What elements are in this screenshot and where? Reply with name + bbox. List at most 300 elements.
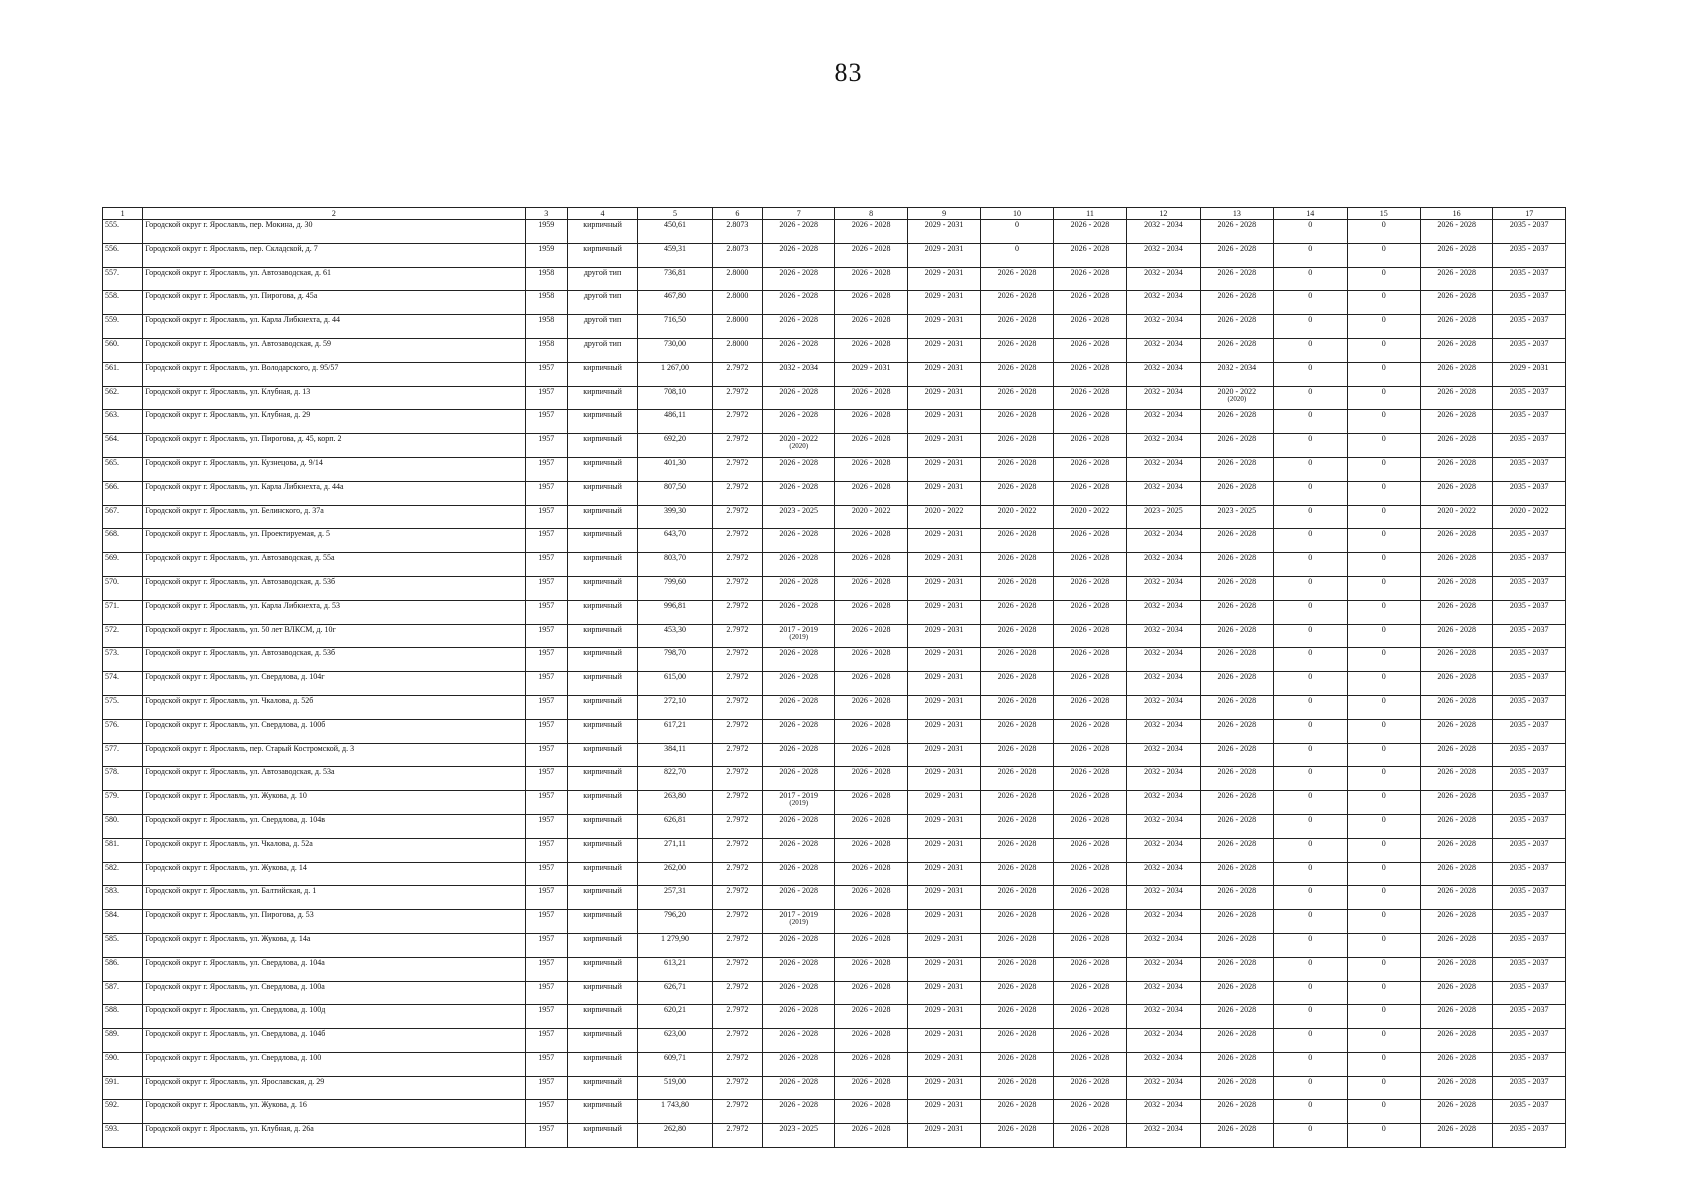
cell-col-11: 2026 - 2028 xyxy=(1053,648,1126,672)
row-number-cell: 576. xyxy=(103,719,143,743)
cell-col-12: 2032 - 2034 xyxy=(1127,743,1200,767)
coefficient-cell: 2.8000 xyxy=(712,315,762,339)
cell-col-16: 2026 - 2028 xyxy=(1420,553,1492,577)
cell-col-10: 2026 - 2028 xyxy=(981,767,1053,791)
cell-col-15: 0 xyxy=(1347,291,1420,315)
cell-col-10: 2026 - 2028 xyxy=(981,291,1053,315)
coefficient-cell: 2.7972 xyxy=(712,981,762,1005)
area-cell: 459,31 xyxy=(638,243,712,267)
cell-col-15: 0 xyxy=(1347,600,1420,624)
area-cell: 822,70 xyxy=(638,767,712,791)
cell-col-16: 2026 - 2028 xyxy=(1420,267,1492,291)
cell-col-15: 0 xyxy=(1347,457,1420,481)
year-cell: 1957 xyxy=(525,648,567,672)
table-row xyxy=(103,362,1566,386)
cell-col-11: 2026 - 2028 xyxy=(1053,814,1126,838)
cell-col-13: 2026 - 2028 xyxy=(1200,1100,1273,1124)
cell-col-7 xyxy=(763,434,835,458)
cell-col-17: 2035 - 2037 xyxy=(1493,1076,1566,1100)
cell-col-12: 2032 - 2034 xyxy=(1127,767,1200,791)
cell-col-12: 2032 - 2034 xyxy=(1127,600,1200,624)
cell-col-8: 2026 - 2028 xyxy=(835,672,907,696)
cell-col-11: 2026 - 2028 xyxy=(1053,362,1126,386)
cell-col-10: 0 xyxy=(981,243,1053,267)
year-cell: 1957 xyxy=(525,767,567,791)
cell-col-11: 2026 - 2028 xyxy=(1053,386,1126,410)
coefficient-cell: 2.7972 xyxy=(712,576,762,600)
cell-col-13: 2023 - 2025 xyxy=(1200,505,1273,529)
cell-col-15: 0 xyxy=(1347,1076,1420,1100)
cell-col-16: 2026 - 2028 xyxy=(1420,338,1492,362)
cell-col-16: 2026 - 2028 xyxy=(1420,695,1492,719)
cell-col-10: 2026 - 2028 xyxy=(981,1076,1053,1100)
cell-col-9: 2029 - 2031 xyxy=(907,267,980,291)
coefficient-cell: 2.8000 xyxy=(712,267,762,291)
cell-col-9: 2029 - 2031 xyxy=(907,1124,980,1148)
year-cell: 1957 xyxy=(525,1100,567,1124)
coefficient-cell: 2.7972 xyxy=(712,886,762,910)
table-row xyxy=(103,767,1566,791)
area-cell: 807,50 xyxy=(638,481,712,505)
cell-col-9: 2029 - 2031 xyxy=(907,481,980,505)
cell-col-14: 0 xyxy=(1274,767,1347,791)
cell-col-11: 2026 - 2028 xyxy=(1053,315,1126,339)
row-number-cell: 566. xyxy=(103,481,143,505)
cell-col-7: 2026 - 2028 xyxy=(763,243,835,267)
cell-col-8: 2026 - 2028 xyxy=(835,933,907,957)
cell-col-9: 2029 - 2031 xyxy=(907,457,980,481)
wall-material-cell: кирпичный xyxy=(567,648,637,672)
coefficient-cell: 2.7972 xyxy=(712,933,762,957)
table-row xyxy=(103,220,1566,244)
row-number-cell: 585. xyxy=(103,933,143,957)
cell-col-17: 2035 - 2037 xyxy=(1493,695,1566,719)
cell-col-11: 2026 - 2028 xyxy=(1053,719,1126,743)
area-cell: 615,00 xyxy=(638,672,712,696)
cell-col-9: 2029 - 2031 xyxy=(907,886,980,910)
cell-col-15: 0 xyxy=(1347,576,1420,600)
cell-col-9: 2029 - 2031 xyxy=(907,243,980,267)
cell-col-15: 0 xyxy=(1347,767,1420,791)
cell-col-12: 2032 - 2034 xyxy=(1127,814,1200,838)
cell-col-17: 2035 - 2037 xyxy=(1493,457,1566,481)
coefficient-cell: 2.7972 xyxy=(712,719,762,743)
row-number-cell: 586. xyxy=(103,957,143,981)
cell-col-14: 0 xyxy=(1274,553,1347,577)
table-row xyxy=(103,386,1566,410)
cell-col-15: 0 xyxy=(1347,220,1420,244)
table-row xyxy=(103,695,1566,719)
cell-col-12: 2032 - 2034 xyxy=(1127,362,1200,386)
period-main: 2017 - 2019 xyxy=(779,910,819,920)
year-cell: 1957 xyxy=(525,1005,567,1029)
row-number-cell: 564. xyxy=(103,434,143,458)
address-cell: Городской округ г. Ярославль, ул. Свердлова, д. 100б xyxy=(143,719,525,743)
cell-col-9: 2029 - 2031 xyxy=(907,386,980,410)
cell-col-13: 2032 - 2034 xyxy=(1200,362,1273,386)
address-cell: Городской округ г. Ярославль, ул. Клубная, д. 29 xyxy=(143,410,525,434)
cell-col-12: 2032 - 2034 xyxy=(1127,481,1200,505)
wall-material-cell: кирпичный xyxy=(567,695,637,719)
period-main: 2020 - 2022 xyxy=(1217,386,1257,396)
row-number-cell: 581. xyxy=(103,838,143,862)
cell-col-8: 2026 - 2028 xyxy=(835,529,907,553)
cell-col-13: 2026 - 2028 xyxy=(1200,910,1273,934)
table-row xyxy=(103,291,1566,315)
cell-col-14: 0 xyxy=(1274,910,1347,934)
cell-col-8: 2026 - 2028 xyxy=(835,981,907,1005)
address-cell: Городской округ г. Ярославль, ул. Пирогова, д. 45а xyxy=(143,291,525,315)
cell-col-9: 2029 - 2031 xyxy=(907,695,980,719)
table-row xyxy=(103,315,1566,339)
cell-col-7: 2026 - 2028 xyxy=(763,291,835,315)
year-cell: 1957 xyxy=(525,505,567,529)
cell-col-8: 2026 - 2028 xyxy=(835,243,907,267)
cell-col-13: 2026 - 2028 xyxy=(1200,838,1273,862)
wall-material-cell: кирпичный xyxy=(567,791,637,815)
cell-col-16: 2026 - 2028 xyxy=(1420,743,1492,767)
cell-col-14: 0 xyxy=(1274,886,1347,910)
cell-col-16: 2026 - 2028 xyxy=(1420,648,1492,672)
area-cell: 453,30 xyxy=(638,624,712,648)
wall-material-cell: кирпичный xyxy=(567,481,637,505)
cell-col-9: 2029 - 2031 xyxy=(907,933,980,957)
wall-material-cell: кирпичный xyxy=(567,838,637,862)
cell-col-11: 2026 - 2028 xyxy=(1053,933,1126,957)
table-row xyxy=(103,576,1566,600)
cell-col-8: 2026 - 2028 xyxy=(835,1029,907,1053)
cell-col-14: 0 xyxy=(1274,1076,1347,1100)
area-cell: 401,30 xyxy=(638,457,712,481)
cell-col-13: 2026 - 2028 xyxy=(1200,434,1273,458)
cell-col-12: 2032 - 2034 xyxy=(1127,576,1200,600)
year-cell: 1957 xyxy=(525,1124,567,1148)
cell-col-13: 2026 - 2028 xyxy=(1200,553,1273,577)
cell-col-7: 2026 - 2028 xyxy=(763,862,835,886)
cell-col-14: 0 xyxy=(1274,338,1347,362)
coefficient-cell: 2.7972 xyxy=(712,505,762,529)
cell-col-8: 2026 - 2028 xyxy=(835,315,907,339)
cell-col-16: 2026 - 2028 xyxy=(1420,410,1492,434)
address-cell: Городской округ г. Ярославль, ул. Проектируемая, д. 5 xyxy=(143,529,525,553)
cell-col-17: 2035 - 2037 xyxy=(1493,410,1566,434)
row-number-cell: 561. xyxy=(103,362,143,386)
coefficient-cell: 2.7972 xyxy=(712,695,762,719)
area-cell: 617,21 xyxy=(638,719,712,743)
cell-col-10: 2026 - 2028 xyxy=(981,838,1053,862)
area-cell: 262,80 xyxy=(638,1124,712,1148)
cell-col-13: 2026 - 2028 xyxy=(1200,862,1273,886)
cell-col-16: 2026 - 2028 xyxy=(1420,719,1492,743)
cell-col-13: 2026 - 2028 xyxy=(1200,814,1273,838)
cell-col-13: 2026 - 2028 xyxy=(1200,886,1273,910)
coefficient-cell: 2.7972 xyxy=(712,672,762,696)
wall-material-cell: кирпичный xyxy=(567,1076,637,1100)
cell-col-10: 0 xyxy=(981,220,1053,244)
cell-col-17: 2035 - 2037 xyxy=(1493,1052,1566,1076)
cell-col-12: 2023 - 2025 xyxy=(1127,505,1200,529)
address-cell: Городской округ г. Ярославль, ул. Жукова, д. 10 xyxy=(143,791,525,815)
year-cell: 1957 xyxy=(525,457,567,481)
cell-col-8: 2026 - 2028 xyxy=(835,695,907,719)
coefficient-cell: 2.8000 xyxy=(712,291,762,315)
cell-col-7: 2026 - 2028 xyxy=(763,410,835,434)
table-row xyxy=(103,933,1566,957)
cell-col-7: 2026 - 2028 xyxy=(763,267,835,291)
cell-col-17: 2035 - 2037 xyxy=(1493,600,1566,624)
cell-col-13: 2026 - 2028 xyxy=(1200,648,1273,672)
cell-col-8: 2026 - 2028 xyxy=(835,1005,907,1029)
cell-col-15: 0 xyxy=(1347,267,1420,291)
year-cell: 1958 xyxy=(525,338,567,362)
cell-col-7: 2026 - 2028 xyxy=(763,481,835,505)
address-cell: Городской округ г. Ярославль, пер. Мокина, д. 30 xyxy=(143,220,525,244)
cell-col-12: 2032 - 2034 xyxy=(1127,267,1200,291)
address-cell: Городской округ г. Ярославль, ул. Пирогова, д. 53 xyxy=(143,910,525,934)
cell-col-16: 2026 - 2028 xyxy=(1420,457,1492,481)
cell-col-17: 2020 - 2022 xyxy=(1493,505,1566,529)
cell-col-10: 2026 - 2028 xyxy=(981,434,1053,458)
wall-material-cell: кирпичный xyxy=(567,362,637,386)
cell-col-12: 2032 - 2034 xyxy=(1127,410,1200,434)
cell-col-13: 2026 - 2028 xyxy=(1200,481,1273,505)
cell-col-15: 0 xyxy=(1347,648,1420,672)
cell-col-15: 0 xyxy=(1347,315,1420,339)
row-number-cell: 583. xyxy=(103,886,143,910)
year-cell: 1957 xyxy=(525,362,567,386)
cell-col-12: 2032 - 2034 xyxy=(1127,1029,1200,1053)
cell-col-10: 2026 - 2028 xyxy=(981,1052,1053,1076)
table-row xyxy=(103,743,1566,767)
area-cell: 730,00 xyxy=(638,338,712,362)
year-cell: 1957 xyxy=(525,695,567,719)
cell-col-13: 2026 - 2028 xyxy=(1200,719,1273,743)
row-number-cell: 593. xyxy=(103,1124,143,1148)
table-row xyxy=(103,410,1566,434)
coefficient-cell: 2.7972 xyxy=(712,386,762,410)
cell-col-15: 0 xyxy=(1347,957,1420,981)
table-row xyxy=(103,457,1566,481)
address-cell: Городской округ г. Ярославль, ул. Автозаводская, д. 55а xyxy=(143,553,525,577)
cell-col-10: 2026 - 2028 xyxy=(981,529,1053,553)
table-row xyxy=(103,814,1566,838)
period-note: (2019) xyxy=(789,632,809,641)
cell-col-15: 0 xyxy=(1347,1052,1420,1076)
area-cell: 263,80 xyxy=(638,791,712,815)
cell-col-9: 2029 - 2031 xyxy=(907,291,980,315)
cell-col-8: 2026 - 2028 xyxy=(835,1052,907,1076)
cell-col-17: 2035 - 2037 xyxy=(1493,767,1566,791)
column-header-6: 6 xyxy=(712,208,762,220)
cell-col-14: 0 xyxy=(1274,743,1347,767)
column-header-16: 16 xyxy=(1420,208,1492,220)
cell-col-9: 2029 - 2031 xyxy=(907,553,980,577)
coefficient-cell: 2.7972 xyxy=(712,434,762,458)
cell-col-11: 2026 - 2028 xyxy=(1053,886,1126,910)
wall-material-cell: кирпичный xyxy=(567,243,637,267)
wall-material-cell: кирпичный xyxy=(567,624,637,648)
column-header-9: 9 xyxy=(907,208,980,220)
year-cell: 1957 xyxy=(525,1076,567,1100)
coefficient-cell: 2.7972 xyxy=(712,1029,762,1053)
cell-col-13 xyxy=(1200,386,1273,410)
cell-col-12: 2032 - 2034 xyxy=(1127,553,1200,577)
cell-col-11: 2026 - 2028 xyxy=(1053,624,1126,648)
cell-col-10: 2026 - 2028 xyxy=(981,457,1053,481)
coefficient-cell: 2.7972 xyxy=(712,481,762,505)
cell-col-15: 0 xyxy=(1347,529,1420,553)
cell-col-16: 2026 - 2028 xyxy=(1420,862,1492,886)
year-cell: 1957 xyxy=(525,957,567,981)
cell-col-15: 0 xyxy=(1347,362,1420,386)
cell-col-15: 0 xyxy=(1347,814,1420,838)
cell-col-7: 2026 - 2028 xyxy=(763,933,835,957)
cell-col-9: 2029 - 2031 xyxy=(907,767,980,791)
address-cell: Городской округ г. Ярославль, ул. Свердлова, д. 104а xyxy=(143,957,525,981)
table-row xyxy=(103,981,1566,1005)
cell-col-8: 2026 - 2028 xyxy=(835,910,907,934)
cell-col-7: 2026 - 2028 xyxy=(763,838,835,862)
wall-material-cell: кирпичный xyxy=(567,505,637,529)
year-cell: 1957 xyxy=(525,719,567,743)
column-header-12: 12 xyxy=(1127,208,1200,220)
cell-col-12: 2032 - 2034 xyxy=(1127,672,1200,696)
cell-col-10: 2026 - 2028 xyxy=(981,315,1053,339)
cell-col-17: 2035 - 2037 xyxy=(1493,267,1566,291)
address-cell: Городской округ г. Ярославль, ул. Пирогова, д. 45, корп. 2 xyxy=(143,434,525,458)
cell-col-16: 2026 - 2028 xyxy=(1420,886,1492,910)
cell-col-15: 0 xyxy=(1347,910,1420,934)
cell-col-16: 2026 - 2028 xyxy=(1420,838,1492,862)
wall-material-cell: кирпичный xyxy=(567,719,637,743)
cell-col-7: 2026 - 2028 xyxy=(763,1052,835,1076)
address-cell: Городской округ г. Ярославль, ул. Чкалова, д. 52а xyxy=(143,838,525,862)
cell-col-11: 2026 - 2028 xyxy=(1053,243,1126,267)
row-number-cell: 591. xyxy=(103,1076,143,1100)
column-header-4: 4 xyxy=(567,208,637,220)
address-cell: Городской округ г. Ярославль, ул. Автозаводская, д. 61 xyxy=(143,267,525,291)
cell-col-7: 2026 - 2028 xyxy=(763,338,835,362)
cell-col-7: 2026 - 2028 xyxy=(763,695,835,719)
cell-col-8: 2026 - 2028 xyxy=(835,1076,907,1100)
wall-material-cell: кирпичный xyxy=(567,434,637,458)
coefficient-cell: 2.7972 xyxy=(712,624,762,648)
cell-col-16: 2026 - 2028 xyxy=(1420,315,1492,339)
area-cell: 450,61 xyxy=(638,220,712,244)
cell-col-8: 2026 - 2028 xyxy=(835,814,907,838)
cell-col-17: 2035 - 2037 xyxy=(1493,719,1566,743)
row-number-cell: 565. xyxy=(103,457,143,481)
row-number-cell: 560. xyxy=(103,338,143,362)
cell-col-14: 0 xyxy=(1274,648,1347,672)
cell-col-11: 2026 - 2028 xyxy=(1053,1052,1126,1076)
cell-col-9: 2029 - 2031 xyxy=(907,862,980,886)
row-number-cell: 555. xyxy=(103,220,143,244)
cell-col-14: 0 xyxy=(1274,600,1347,624)
cell-col-9: 2029 - 2031 xyxy=(907,529,980,553)
cell-col-10: 2026 - 2028 xyxy=(981,862,1053,886)
period-note: (2019) xyxy=(789,918,809,927)
row-number-cell: 592. xyxy=(103,1100,143,1124)
cell-col-16: 2026 - 2028 xyxy=(1420,767,1492,791)
wall-material-cell: кирпичный xyxy=(567,910,637,934)
row-number-cell: 556. xyxy=(103,243,143,267)
cell-col-15: 0 xyxy=(1347,386,1420,410)
cell-col-14: 0 xyxy=(1274,1052,1347,1076)
cell-col-9: 2029 - 2031 xyxy=(907,910,980,934)
cell-col-15: 0 xyxy=(1347,1124,1420,1148)
wall-material-cell: кирпичный xyxy=(567,529,637,553)
cell-col-7: 2026 - 2028 xyxy=(763,957,835,981)
cell-col-7: 2026 - 2028 xyxy=(763,220,835,244)
cell-col-7: 2026 - 2028 xyxy=(763,981,835,1005)
column-number-header xyxy=(103,208,1566,220)
table-row xyxy=(103,886,1566,910)
cell-col-17: 2035 - 2037 xyxy=(1493,743,1566,767)
cell-col-14: 0 xyxy=(1274,315,1347,339)
cell-col-13: 2026 - 2028 xyxy=(1200,791,1273,815)
cell-col-14: 0 xyxy=(1274,933,1347,957)
cell-col-14: 0 xyxy=(1274,505,1347,529)
cell-col-12: 2032 - 2034 xyxy=(1127,1005,1200,1029)
cell-col-7: 2026 - 2028 xyxy=(763,576,835,600)
cell-col-10: 2026 - 2028 xyxy=(981,743,1053,767)
wall-material-cell: кирпичный xyxy=(567,600,637,624)
year-cell: 1958 xyxy=(525,291,567,315)
cell-col-12: 2032 - 2034 xyxy=(1127,910,1200,934)
cell-col-13: 2026 - 2028 xyxy=(1200,624,1273,648)
coefficient-cell: 2.7972 xyxy=(712,862,762,886)
cell-col-14: 0 xyxy=(1274,243,1347,267)
cell-col-13: 2026 - 2028 xyxy=(1200,600,1273,624)
cell-col-15: 0 xyxy=(1347,981,1420,1005)
table-row xyxy=(103,1076,1566,1100)
cell-col-14: 0 xyxy=(1274,457,1347,481)
cell-col-12: 2032 - 2034 xyxy=(1127,886,1200,910)
cell-col-9: 2029 - 2031 xyxy=(907,1076,980,1100)
cell-col-13: 2026 - 2028 xyxy=(1200,410,1273,434)
address-cell: Городской округ г. Ярославль, ул. Карла Либкнехта, д. 44 xyxy=(143,315,525,339)
wall-material-cell: кирпичный xyxy=(567,386,637,410)
cell-col-10: 2026 - 2028 xyxy=(981,695,1053,719)
address-cell: Городской округ г. Ярославль, ул. Ярославская, д. 29 xyxy=(143,1076,525,1100)
cell-col-14: 0 xyxy=(1274,362,1347,386)
cell-col-9: 2029 - 2031 xyxy=(907,648,980,672)
wall-material-cell: кирпичный xyxy=(567,672,637,696)
coefficient-cell: 2.7972 xyxy=(712,1076,762,1100)
coefficient-cell: 2.7972 xyxy=(712,1124,762,1148)
cell-col-12: 2032 - 2034 xyxy=(1127,1100,1200,1124)
cell-col-11: 2026 - 2028 xyxy=(1053,1124,1126,1148)
area-cell: 272,10 xyxy=(638,695,712,719)
cell-col-7: 2026 - 2028 xyxy=(763,814,835,838)
cell-col-13: 2026 - 2028 xyxy=(1200,243,1273,267)
cell-col-8: 2026 - 2028 xyxy=(835,957,907,981)
cell-col-10: 2026 - 2028 xyxy=(981,576,1053,600)
cell-col-11: 2026 - 2028 xyxy=(1053,600,1126,624)
address-cell: Городской округ г. Ярославль, ул. Автозаводская, д. 53б xyxy=(143,576,525,600)
row-number-cell: 562. xyxy=(103,386,143,410)
cell-col-17: 2035 - 2037 xyxy=(1493,672,1566,696)
area-cell: 467,80 xyxy=(638,291,712,315)
cell-col-17: 2035 - 2037 xyxy=(1493,1124,1566,1148)
column-header-3: 3 xyxy=(525,208,567,220)
cell-col-10: 2026 - 2028 xyxy=(981,886,1053,910)
address-cell: Городской округ г. Ярославль, пер. Складской, д. 7 xyxy=(143,243,525,267)
cell-col-7: 2026 - 2028 xyxy=(763,767,835,791)
wall-material-cell: кирпичный xyxy=(567,457,637,481)
cell-col-17: 2035 - 2037 xyxy=(1493,957,1566,981)
